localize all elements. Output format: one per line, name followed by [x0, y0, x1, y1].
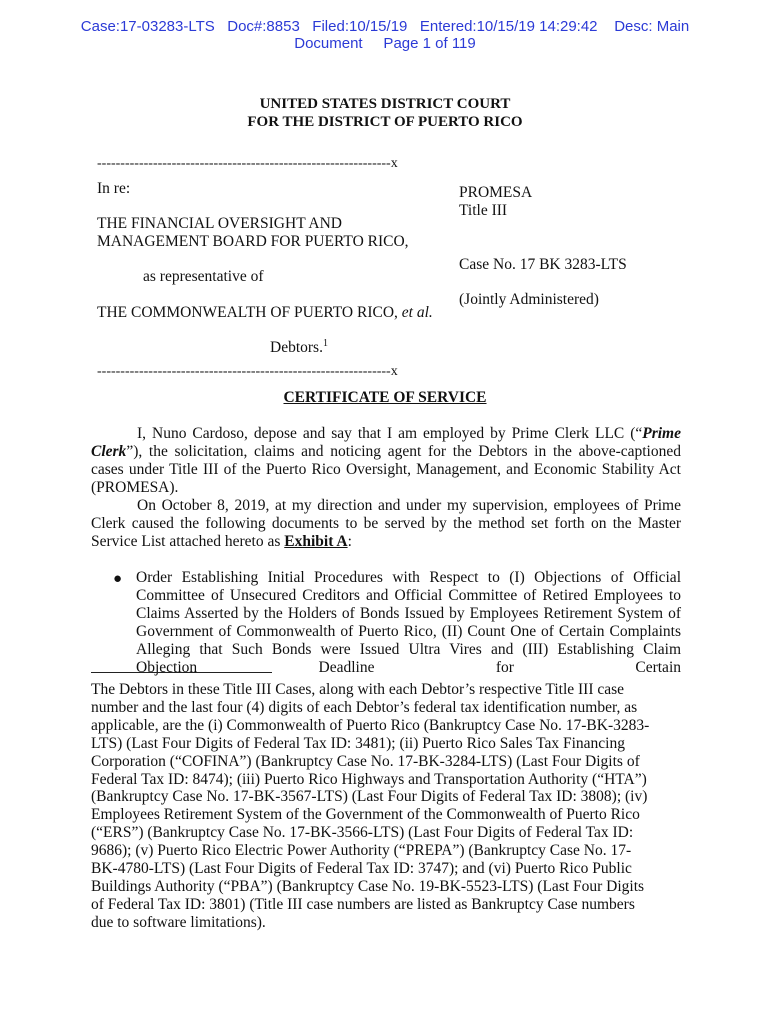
representative-label: as representative of	[143, 268, 264, 285]
court-district: FOR THE DISTRICT OF PUERTO RICO	[247, 114, 523, 130]
exhibit-a-reference: Exhibit A	[284, 533, 348, 550]
para1-text-a: I, Nuno Cardoso, depose and say that I am employed by Prime Clerk LLC (“	[137, 425, 643, 442]
in-re-label: In re:	[97, 180, 131, 197]
ecf-header-line1: Case:17-03283-LTS Doc#:8853 Filed:10/15/19 Entered:10/15/19 14:29:42 Desc: Main	[80, 18, 690, 35]
caption-bottom-rule: ---------------------------------------------------------------x	[97, 364, 398, 379]
caption-top-rule: ---------------------------------------------------------------x	[97, 156, 398, 171]
commonwealth-debtor	[97, 304, 433, 322]
footnote-debtors: The Debtors in these Title III Cases, along with each Debtor’s respective Title III case number and the last four (4) digits of each Debtor’s federal tax identification number, as applicable, are the (i) Commonwealth of Puerto Rico (Bankruptcy Case No. 17-BK-3283-LTS) (Last Four Digits of Federal Tax ID: 3481); (ii) Puerto Rico Sales Tax Financing Corporation (“COFINA”) (Bankruptcy Case No. 17-BK-3284-LTS) (Last Four Digits of Federal Tax ID: 8474); (iii) Puerto Rico Highways and Transportation Authority (“HTA”) (Bankruptcy Case No. 17-BK-3567-LTS) (Last Four Digits of Federal Tax ID: 3808); (iv) Employees Retirement System of the Government of the Commonwealth of Puerto Rico (“ERS”) (Bankruptcy Case No. 17-BK-3566-LTS) (Last Four Digits of Federal Tax ID: 9686); (v) Puerto Rico Electric Power Authority (“PREPA”) (Bankruptcy Case No. 17-BK-4780-LTS) (Last Four Digits of Federal Tax ID: 3747); and (vi) Puerto Rico Public Buildings Authority (“PBA”) (Bankruptcy Case No. 19-BK-5523-LTS) (Last Four Digits of Federal Tax ID: 3801) (Title III case numbers are listed as Bankruptcy Case numbers due to software limitations).	[91, 681, 650, 931]
para2-text-a: On October 8, 2019, at my direction and under my supervision, employees of Prime Clerk caused the following documents to be served by the method set forth on the Master Service List attached hereto as	[91, 497, 681, 550]
jointly-administered: (Jointly Administered)	[459, 291, 599, 308]
para2-text-b: :	[347, 533, 352, 550]
board-name-line1: THE FINANCIAL OVERSIGHT AND	[97, 215, 342, 232]
prime-clerk-defined-term: Prime Clerk	[91, 425, 681, 460]
court-name: UNITED STATES DISTRICT COURT	[259, 96, 511, 112]
promesa-label: PROMESA	[459, 184, 533, 201]
paragraph-service	[91, 497, 681, 551]
served-document-item: Order Establishing Initial Procedures with Respect to (I) Objections of Official Committee of Unsecured Creditors and Official Committee of Retired Employees to Claims Asserted by the Holders of Bonds Issued by Employees Retirement System of Government of Commonwealth of Puerto Rico, (II) Count One of Certain Complaints Alleging that Such Bonds were Issued Ultra Vires and (III) Establishing Claim Objection Deadline for Certain	[136, 569, 681, 676]
title-iii-label: Title III	[459, 202, 508, 219]
footnote-separator	[91, 672, 272, 673]
ecf-header-line2: Document Page 1 of 119	[294, 35, 476, 52]
footnote-mark: 1	[322, 338, 328, 349]
board-name-line2: MANAGEMENT BOARD FOR PUERTO RICO,	[97, 233, 409, 250]
bullet-icon: ●	[113, 571, 123, 587]
certificate-title: CERTIFICATE OF SERVICE	[283, 389, 487, 406]
case-number: Case No. 17 BK 3283-LTS	[459, 256, 627, 273]
commonwealth-name: THE COMMONWEALTH OF PUERTO RICO,	[97, 304, 402, 321]
debtors-text: Debtors.	[270, 339, 323, 356]
paragraph-employment	[91, 425, 681, 497]
para1-text-b: ”), the solicitation, claims and noticing agent for the Debtors in the above-captioned cases under Title III of the Puerto Rico Oversight, Management, and Economic Stability Act (PROMESA).	[91, 443, 681, 496]
et-al: et al.	[401, 304, 433, 321]
debtors-label	[270, 339, 328, 357]
